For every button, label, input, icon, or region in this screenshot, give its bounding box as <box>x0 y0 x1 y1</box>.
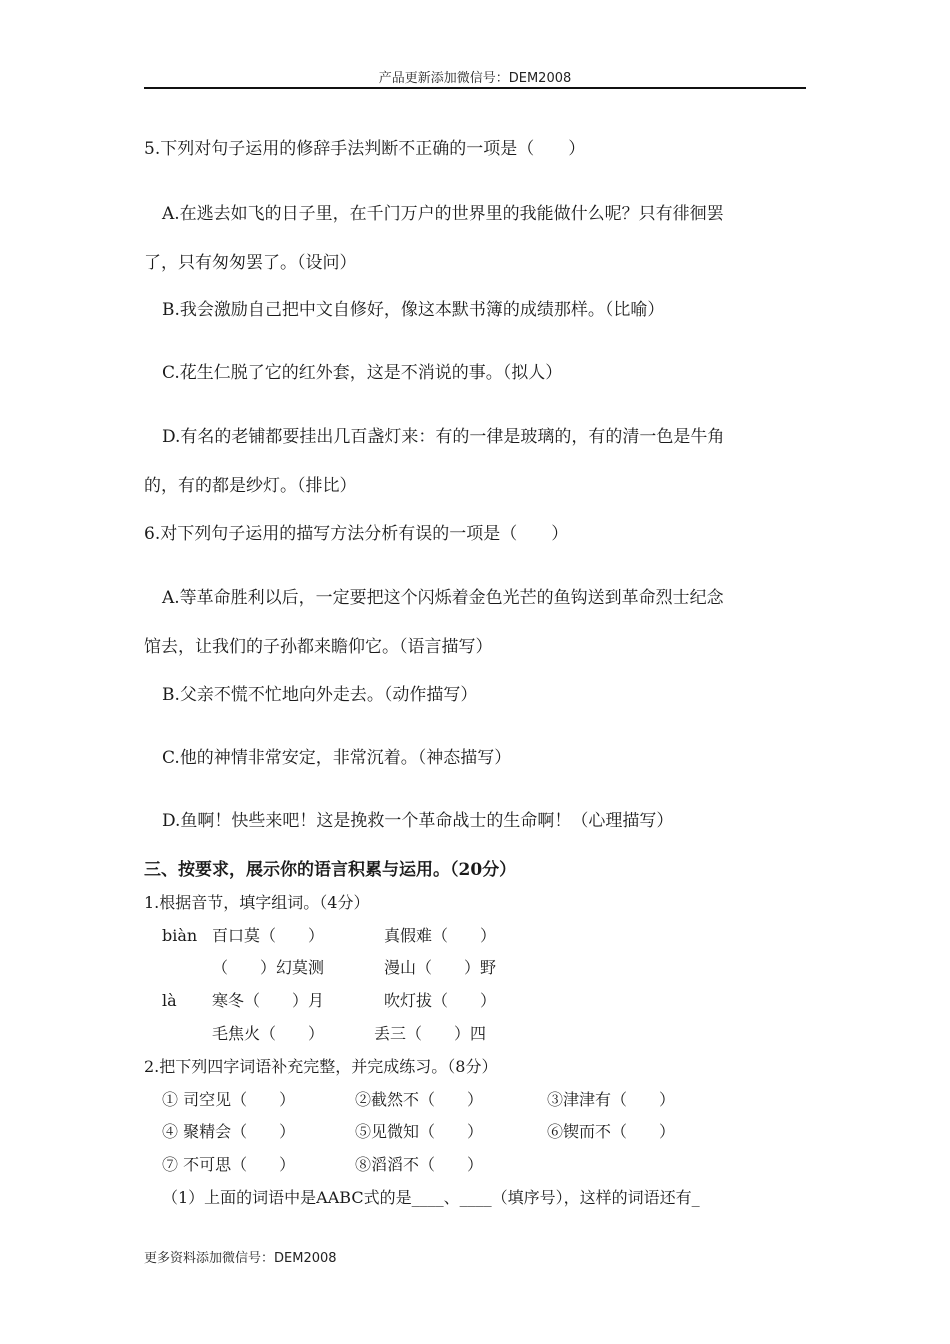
fill-blank-item: （ ）幻莫测 <box>212 958 325 977</box>
part-2-task-1: （1）上面的词语中是AABC式的是____、____（填序号），这样的词语还有_ <box>162 1188 700 1207</box>
header-text: 产品更新添加微信号：DEM2008 <box>378 71 572 86</box>
q6-option-a-line2: 馆去，让我们的子孙都来瞻仰它。（语言描写） <box>144 637 493 657</box>
pinyin-label: là <box>162 991 177 1010</box>
header-divider <box>144 87 806 89</box>
page-footer: 更多资料添加微信号：DEM2008 <box>144 1251 337 1266</box>
q6-option-a-line1: A.等革命胜利以后，一定要把这个闪烁着金色光芒的鱼钩送到革命烈士纪念 <box>162 588 724 608</box>
idiom-item: ⑥锲而不（ ） <box>547 1122 676 1141</box>
fill-blank-item: 漫山（ ）野 <box>384 958 497 977</box>
section-3-title: 三、按要求，展示你的语言积累与运用。（20分） <box>144 860 517 880</box>
q5-option-c: C.花生仁脱了它的红外套，这是不消说的事。（拟人） <box>162 363 563 383</box>
q5-option-d-line1: D.有名的老铺都要挂出几百盏灯来：有的一律是玻璃的，有的清一色是牛角 <box>162 427 725 447</box>
part-1-stem: 1.根据音节，填字组词。（4分） <box>144 893 370 912</box>
q6-option-d: D.鱼啊！快些来吧！这是挽救一个革命战士的生命啊！（心理描写） <box>162 811 674 831</box>
q5-option-d-line2: 的，有的都是纱灯。（排比） <box>144 476 357 496</box>
pinyin-label: biàn <box>162 926 198 945</box>
fill-blank-item: 寒冬（ ）月 <box>212 991 325 1010</box>
fill-blank-item: 真假难（ ） <box>384 926 497 945</box>
idiom-item: ① 司空见（ ） <box>162 1090 296 1109</box>
idiom-item: ③津津有（ ） <box>547 1090 676 1109</box>
fill-blank-item: 吹灯拔（ ） <box>384 991 497 1010</box>
q6-stem: 6.对下列句子运用的描写方法分析有误的一项是（ ） <box>144 524 569 544</box>
q6-option-b: B.父亲不慌不忙地向外走去。（动作描写） <box>162 685 478 705</box>
q5-stem: 5.下列对句子运用的修辞手法判断不正确的一项是（ ） <box>144 139 586 159</box>
fill-blank-item: 百口莫（ ） <box>212 926 325 945</box>
part-2-stem: 2.把下列四字词语补充完整，并完成练习。（8分） <box>144 1057 498 1076</box>
idiom-item: ⑦ 不可思（ ） <box>162 1155 296 1174</box>
idiom-item: ②截然不（ ） <box>355 1090 484 1109</box>
q5-option-b: B.我会激励自己把中文自修好，像这本默书簿的成绩那样。（比喻） <box>162 300 665 320</box>
q5-option-a-line1: A.在逃去如飞的日子里，在千门万户的世界里的我能做什么呢？只有徘徊罢 <box>162 204 724 224</box>
q5-option-a-line2: 了，只有匆匆罢了。（设问） <box>144 253 357 273</box>
idiom-item: ⑤见微知（ ） <box>355 1122 484 1141</box>
fill-blank-item: 毛焦火（ ） <box>212 1024 325 1043</box>
idiom-item: ⑧滔滔不（ ） <box>355 1155 484 1174</box>
idiom-item: ④ 聚精会（ ） <box>162 1122 296 1141</box>
fill-blank-item: 丢三（ ）四 <box>374 1024 487 1043</box>
q6-option-c: C.他的神情非常安定，非常沉着。（神态描写） <box>162 748 512 768</box>
